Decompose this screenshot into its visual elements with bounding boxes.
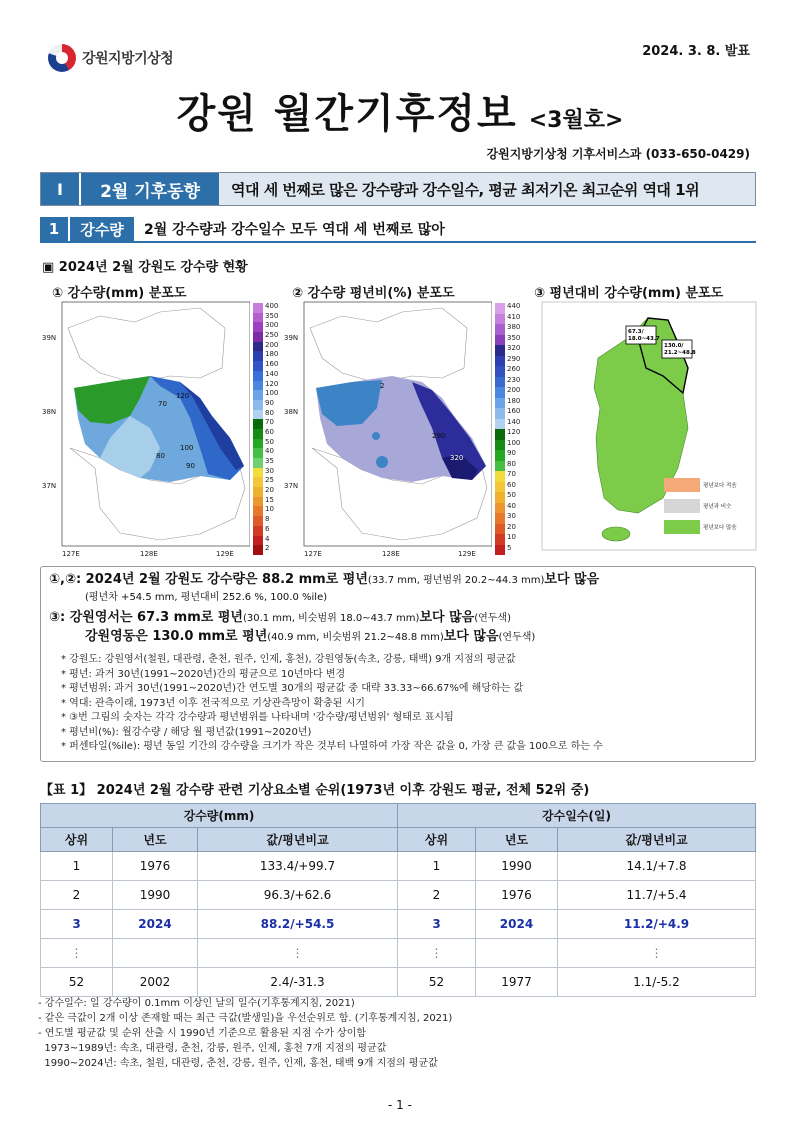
colorbar-tick: 320 [507,344,521,352]
lon-label: 128E [382,550,400,558]
colorbar-tick: 200 [265,340,279,349]
summary-line-3-paren: (40.9 mm, 비슷범위 21.2~48.8 mm) [267,632,444,643]
footnote: - 같은 극값이 2개 이상 존재할 때는 최근 극값(발생일)을 우선순위로 함. (기후통계지침, 2021) [38,1013,453,1024]
colorbar-cell [253,536,263,546]
table-cell: 52 [398,968,476,997]
summary-line-2 [49,609,747,628]
colorbar-tick: 400 [265,302,279,310]
colorbar-tick: 30 [265,466,274,475]
map1-label: ① 강수량(mm) 분포도 [52,286,187,301]
summary-line-2-note: (연두색) [474,613,511,624]
table-cell: 133.4/+99.7 [198,852,398,881]
table-cell: 2024 [476,910,558,939]
table-cell: 1976 [476,881,558,910]
summary-note: * 역대: 관측이래, 1973년 이후 전국적으로 기상관측망이 확충된 시기 [61,697,365,709]
table-cell: 2 [41,881,113,910]
east-box-label: 130.0/ [664,343,684,349]
colorbar-tick: 380 [507,323,521,331]
colorbar-cell [495,345,505,356]
org-name: 강원지방기상청 [82,51,174,67]
colorbar-cell [253,506,263,516]
colorbar-tick: 10 [507,533,516,541]
colorbar-tick: 40 [507,501,516,510]
colorbar-cell [495,461,505,472]
colorbar-tick: 350 [265,311,279,320]
col-header: 값/평년비교 [198,828,398,852]
footnote: 1973~1989년: 속초, 대관령, 춘천, 강릉, 원주, 인제, 홍천 7개 지점의 평균값 [38,1043,387,1054]
summary-line-1 [49,571,747,590]
colorbar-tick: 15 [265,495,274,504]
table-cell: 3 [41,910,113,939]
col-header: 상위 [41,828,113,852]
ranking-table-body [41,852,756,997]
lat-label: 38N [284,408,299,416]
lat-label: 39N [42,334,57,342]
contour-label: 120 [176,392,190,400]
section-1-summary: 역대 세 번째로 많은 강수량과 강수일수, 평균 최저기온 최고순위 역대 1위 [231,180,700,199]
table-row [41,881,756,910]
group-header-days: 강수일수(일) [398,804,756,828]
table-cell: 1 [398,852,476,881]
table-cell [476,939,558,968]
colorbar-cell [253,342,263,352]
lon-label: 127E [304,550,322,558]
colorbar-cell [253,390,263,400]
page-title: 강원 월간기후정보 [176,91,518,137]
colorbar-cell [253,448,263,458]
map1-colorbar [253,303,263,555]
map3-label: ③ 평년대비 강수량(mm) 분포도 [534,286,724,301]
colorbar-tick: 90 [265,398,274,407]
legend-below-normal: 평년보다 적음 [703,483,737,489]
map1-colorbar-labels [265,303,278,555]
col-header: 상위 [398,828,476,852]
issue-label: <3월호> [528,108,624,133]
table-row [41,968,756,997]
colorbar-cell [253,410,263,420]
table-row [41,910,756,939]
title-block [0,82,800,139]
table-cell: 2024 [113,910,198,939]
west-box-range: 18.0~43.7 [628,336,660,342]
colorbar-cell [495,335,505,346]
footnotes [38,996,452,1071]
lon-label: 127E [62,550,80,558]
colorbar-tick: 25 [265,476,274,485]
colorbar-tick: 20 [265,486,274,495]
footnote: - 연도별 평균값 및 순위 산출 시 1990년 기준으로 활용된 지점 수가 상이함 [38,1028,367,1039]
summary-note: * 퍼센타일(%ile): 평년 동일 기간의 강수량을 크기가 작은 것부터 나열하여 가장 작은 값을 0, 가장 큰 값을 100으로 하는 수 [61,741,603,752]
colorbar-cell [253,381,263,391]
colorbar-cell [495,471,505,482]
colorbar-cell [495,513,505,524]
summary-line-1-lead: ①,②: 2024년 2월 강원도 강수량은 88.2 mm로 평년 [49,572,368,587]
colorbar-tick: 250 [265,331,279,340]
table-cell: ⋮ [558,939,756,968]
colorbar-cell [495,440,505,451]
table-cell: 11.7/+5.4 [558,881,756,910]
map2-label: ② 강수량 평년비(%) 분포도 [292,286,455,301]
lat-label: 37N [284,482,299,490]
colorbar-cell [253,545,263,555]
contour-label: 90 [186,462,195,470]
colorbar-cell [495,366,505,377]
colorbar-cell [495,524,505,535]
colorbar-tick: 160 [507,407,521,415]
colorbar-cell [253,487,263,497]
summary-line-3-note: (연두색) [498,632,536,643]
col-header: 년도 [113,828,198,852]
lon-label: 129E [458,550,476,558]
precip-ratio-map-2 [282,298,492,560]
colorbar-cell [495,492,505,503]
summary-line-2-paren: (30.1 mm, 비슷범위 18.0~43.7 mm) [242,613,420,624]
east-box-range: 21.2~48.8 [664,350,696,356]
table-cell: 1.1/-5.2 [558,968,756,997]
contour-label: 80 [156,452,165,460]
map2-colorbar-labels [507,303,520,555]
summary-note: * 평년: 과거 30년(1991~2020년)간의 평균으로 10년마다 변경 [61,668,346,680]
summary-line-2-tail: 보다 많음 [419,610,475,625]
lat-label: 38N [42,408,57,416]
colorbar-cell [495,429,505,440]
table-cell: 2002 [113,968,198,997]
table-cell: ⋮ [398,939,476,968]
summary-line-2-lead: ③: 강원영서는 67.3 mm로 평년 [49,610,243,625]
table-cell: 1 [41,852,113,881]
colorbar-tick: 230 [507,375,521,384]
legend-above-normal: 평년보다 많음 [703,525,737,531]
table-cell: 1977 [476,968,558,997]
colorbar-cell [495,545,505,556]
table-cell: 52 [41,968,113,997]
subsection-1-title: 강수량 [68,217,134,241]
colorbar-tick: 80 [507,459,516,468]
colorbar-tick: 35 [265,457,274,465]
table-cell: 1990 [113,881,198,910]
colorbar-tick: 260 [507,365,521,373]
table-cell [113,939,198,968]
table-cell: 14.1/+7.8 [558,852,756,881]
anomaly-map-3 [538,298,760,560]
colorbar-cell [495,419,505,430]
colorbar-tick: 20 [507,522,516,531]
footnote: 1990~2024년: 속초, 철원, 대관령, 춘천, 강릉, 원주, 인제, 홍천, 태백 9개 지점의 평균값 [38,1058,438,1069]
colorbar-cell [253,351,263,361]
colorbar-cell [495,324,505,335]
colorbar-tick: 2 [265,544,270,553]
table-cell: ⋮ [198,939,398,968]
west-box-label: 67.3/ [628,329,644,335]
table-cell: 11.2/+4.9 [558,910,756,939]
lat-label: 37N [42,482,57,490]
kma-emblem-icon [48,44,76,72]
colorbar-cell [253,313,263,323]
section-1-number: I [41,173,79,205]
colorbar-cell [495,356,505,367]
colorbar-cell [495,398,505,409]
department-contact: 강원지방기상청 기후서비스과 (033-650-0429) [486,147,750,161]
summary-line-1-tail: 보다 많음 [544,572,600,587]
colorbar-tick: 70 [265,418,274,427]
colorbar-tick: 60 [507,480,516,489]
col-header: 값/평년비교 [558,828,756,852]
subsection-1-header [40,217,756,243]
colorbar-tick: 50 [507,491,516,499]
status-heading: ▣ 2024년 2월 강원도 강수량 현황 [42,260,248,275]
contour-label: 100 [180,444,194,452]
summary-note: * ③번 그림의 숫자는 각각 강수량과 평년범위를 나타내며 '강수량/평년범위' 형태로 표시됨 [61,712,454,723]
colorbar-tick: 50 [265,437,274,446]
colorbar-cell [253,497,263,507]
table-cell: 1976 [113,852,198,881]
colorbar-cell [253,419,263,429]
contour-label: 290 [432,432,446,440]
group-header-precip: 강수량(mm) [41,804,398,828]
colorbar-cell [253,322,263,332]
colorbar-cell [495,503,505,514]
publish-date: 2024. 3. 8. 발표 [642,44,750,59]
colorbar-cell [253,429,263,439]
colorbar-tick: 120 [507,428,521,436]
ranking-table [40,803,756,997]
colorbar-tick: 8 [265,515,270,524]
colorbar-tick: 80 [265,408,274,417]
colorbar-tick: 410 [507,312,521,321]
colorbar-cell [253,477,263,487]
precip-map-1 [40,298,250,560]
table-cell: 88.2/+54.5 [198,910,398,939]
colorbar-tick: 60 [265,427,274,436]
table-cell: 2.4/-31.3 [198,968,398,997]
colorbar-tick: 160 [265,360,279,369]
colorbar-tick: 200 [507,386,521,394]
colorbar-cell [253,439,263,449]
colorbar-cell [253,458,263,468]
colorbar-tick: 4 [265,534,270,543]
table-cell: 3 [398,910,476,939]
colorbar-tick: 70 [507,470,516,478]
contour-label: 70 [158,400,167,408]
colorbar-cell [253,400,263,410]
colorbar-cell [495,387,505,398]
summary-line-3 [49,628,747,647]
lon-label: 128E [140,550,158,558]
colorbar-cell [495,534,505,545]
colorbar-cell [495,377,505,388]
table-cell: 2 [398,881,476,910]
colorbar-tick: 90 [507,449,516,457]
summary-note: * 평년범위: 과거 30년(1991~2020년)간 연도별 30개의 평균값 중 대략 33.33~66.67%에 해당하는 값 [61,683,524,694]
col-header: 년도 [476,828,558,852]
summary-line-3-tail: 보다 많음 [443,629,499,644]
colorbar-cell [253,332,263,342]
section-1-title: 2월 기후동향 [79,173,219,205]
summary-line-3-lead: 강원영동은 130.0 mm로 평년 [85,629,268,644]
summary-box [40,566,756,762]
table-cell: 1990 [476,852,558,881]
colorbar-cell [253,516,263,526]
colorbar-cell [253,303,263,313]
legend-near-normal: 평년과 비슷 [703,504,732,510]
colorbar-tick: 290 [507,354,521,363]
lon-label: 129E [216,550,234,558]
table-row [41,939,756,968]
colorbar-cell [495,408,505,419]
colorbar-tick: 6 [265,524,270,533]
colorbar-cell [495,450,505,461]
colorbar-tick: 120 [265,379,279,388]
lat-label: 39N [284,334,299,342]
table-title: 【표 1】 2024년 2월 강수량 관련 기상요소별 순위(1973년 이후 강원도 평균, 전체 52위 중) [40,783,590,798]
colorbar-tick: 300 [265,321,279,330]
subsection-1-number: 1 [40,217,68,241]
colorbar-tick: 100 [507,438,521,447]
colorbar-cell [495,482,505,493]
colorbar-tick: 10 [265,505,274,514]
colorbar-cell [253,371,263,381]
summary-line-1-sub: (평년차 +54.5 mm, 평년대비 252.6 %, 100.0 %ile) [85,592,328,603]
section-1-header [40,172,756,206]
colorbar-tick: 350 [507,333,521,342]
table-cell: 96.3/+62.6 [198,881,398,910]
colorbar-tick: 180 [265,350,279,359]
contour-label: 320 [450,454,464,462]
colorbar-cell [253,468,263,478]
colorbar-tick: 30 [507,512,516,520]
summary-note: * 강원도: 강원영서(철원, 대관령, 춘천, 원주, 인제, 홍천), 강원영동(속초, 강릉, 태백) 9개 지점의 평균값 [61,654,516,665]
contour-label: 2 [380,382,385,390]
colorbar-tick: 180 [507,396,521,405]
colorbar-cell [253,526,263,536]
colorbar-cell [495,314,505,325]
colorbar-cell [253,361,263,371]
summary-line-1-paren: (33.7 mm, 평년범위 20.2~44.3 mm) [367,575,545,586]
subsection-1-summary: 2월 강수량과 강수일수 모두 역대 세 번째로 많아 [144,222,445,238]
colorbar-tick: 5 [507,543,512,552]
colorbar-tick: 40 [265,447,274,456]
colorbar-tick: 140 [265,369,279,378]
summary-note: * 평년비(%): 월강수량 / 해당 월 평년값(1991~2020년) [61,726,312,738]
colorbar-tick: 440 [507,302,521,310]
kma-logo [48,44,173,72]
page-number: - 1 - [388,1098,412,1112]
table-cell: ⋮ [41,939,113,968]
colorbar-cell [495,303,505,314]
table-row [41,852,756,881]
colorbar-tick: 140 [507,417,521,426]
footnote: - 강수일수: 일 강수량이 0.1mm 이상인 날의 일수(기후통계지침, 2021) [38,998,355,1009]
map2-colorbar [495,303,505,555]
colorbar-tick: 100 [265,389,279,398]
